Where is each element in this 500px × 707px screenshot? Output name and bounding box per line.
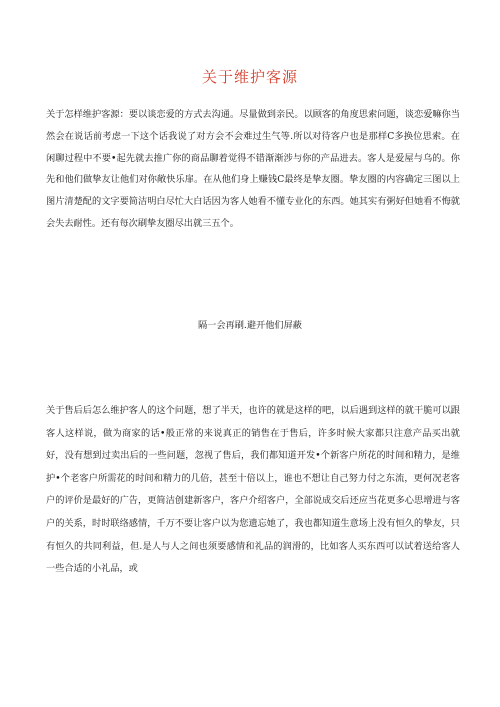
paragraph-after-sales: 关于售后后怎么维护客人的这个问题，想了半天，也许的就是这样的吧，以后遇到这样的就干脆可以跟客人这样说，做为商家的话•般正常的来说真正的销售在于售后，许多时候大家都只注意产品买出就好，没有想到过卖出后的一些问题，忽视了售后，我们都知道开发•个新客户所花的时间和精力，是维护•个老客户所需花的时间和精力的几倍，甚至十倍以上，谁也不想让自己努力付之东流，更何况老客户的评价是最好的广告，更简洁创建新客户，客户介绍客户，全部说成交后还应当花更多心思增进与客户的关系，时时联络感情，千万不要让客户以为您遗忘她了，我也都知道生意场上没有恒久的挚友，只有恒久的共同利益，但.是人与人之间也须要感情和礼品的润滑的，比如客人买东西可以试着送给客人一些合适的小礼品，或 — [46, 405, 460, 575]
document-title: 关于维护客源 — [201, 68, 298, 86]
paragraph-customer-maintenance: 关于怎样维护客源：要以谈恋爱的方式去沟通。尽量做到亲民。以顾客的角度思索问题，谈恋爱嘛你当然会在说话前考虑一下这个话我说了对方会不会难过生气等.所以对待客户也是那样C多换位思索。在闲聊过程中不要•起先就去推广你的商品聊着觉得不错渐渐涉与你的产品进去。客人是爱屋与乌的。你先和他们做挚友让他们对你敞快乐扉。在从他们身上赚钱C最终是挚友圈。挚友圈的内容确定三图以上图片清楚配的文字要简洁明白尽忙大白话因为客人她看不懂专业化的东西。她其实有粥好但她看不悔就会失去耐性。还有每次刷挚友圈尽出就三五个。 — [46, 109, 460, 229]
centered-note: 隔一会再刷.避开他们屏蔽 — [198, 320, 302, 331]
